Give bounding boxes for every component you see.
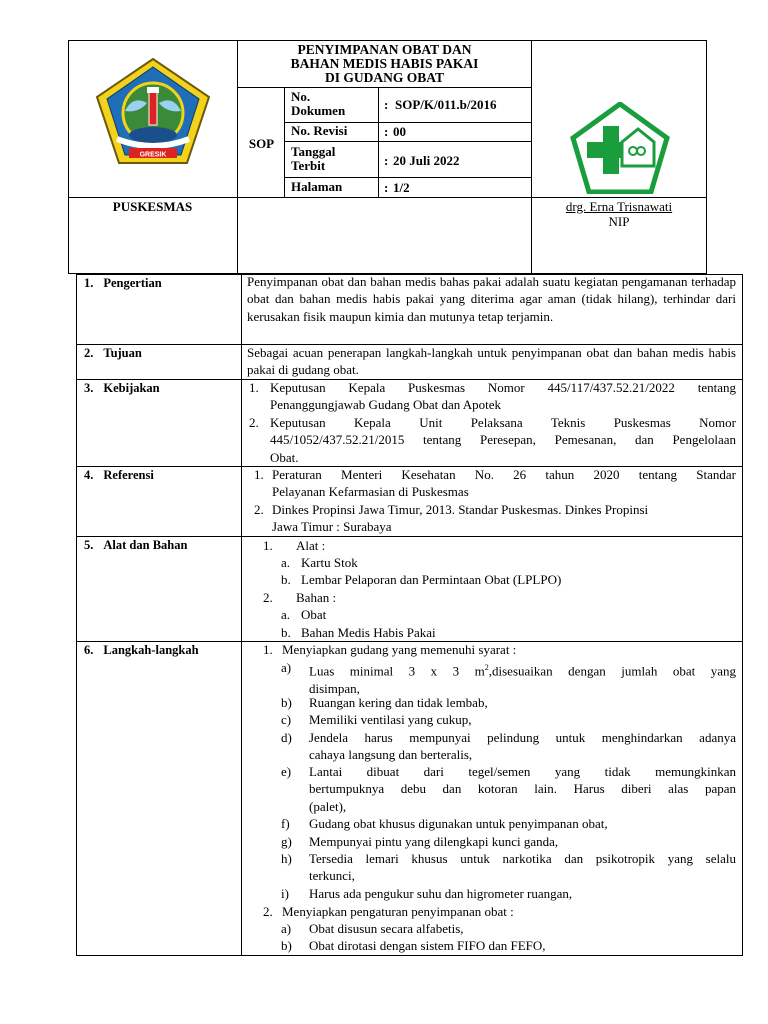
referensi-num-1: 1. (254, 467, 264, 482)
section-1-text: Penyimpanan obat dan bahan medis bahas pakai adalah suatu kegiatan pengamanan terhadap obat dan bahan medis habis pakai yang diterima agar aman (tidak hilang), terhindar dari kerusakan fisik maupun kimia dan mutunya tetap terjamin. (247, 274, 736, 324)
alat-item-a: Kartu Stok (301, 555, 358, 570)
title-line-2: BAHAN MEDIS HABIS PAKAI (290, 56, 479, 71)
step-1-item-d: Jendela harus mempunyai pelindung untuk menghindarkan adanya cahaya langsung dan berteralis, (309, 730, 736, 763)
kebijakan-num-2: 2. (249, 415, 259, 430)
step-1-item-b: Ruangan kering dan tidak lembab, (309, 695, 488, 710)
section-6-label: 6. Langkah-langkah (84, 643, 199, 657)
step-1-text: Menyiapkan gudang yang memenuhi syarat : (282, 642, 517, 657)
bahan-num: 2. (263, 590, 273, 605)
kebijakan-item-1: Keputusan Kepala Puskesmas Nomor 445/117/437.52.21/2022 tentang Penanggungjawab Gudang Obat dan Apotek (270, 380, 736, 413)
section-5-label: 5. Alat dan Bahan (84, 538, 188, 552)
puskesmas-label: PUSKESMAS (112, 199, 193, 214)
meta-label-halaman: Halaman (291, 179, 343, 194)
meta-label-revisi: No. Revisi (291, 123, 348, 138)
step-1-item-a-num: a) (281, 660, 292, 675)
bahan-item-a: Obat (301, 607, 327, 622)
section-4-label: 4. Referensi (84, 468, 154, 482)
step-1-item-g-num: g) (281, 834, 292, 849)
step-1-item-f-num: f) (281, 816, 290, 831)
document-title (238, 43, 531, 85)
referensi-item-1: Peraturan Menteri Kesehatan No. 26 tahun 2020 tentang Standar Pelayanan Kefarmasian di Puskesmas (272, 467, 736, 500)
section-2-text: Sebagai acuan penerapan langkah-langkah untuk penyimpanan obat dan bahan medis habis pakai di gudang obat. (247, 345, 736, 378)
meta-sep-tanggal: : (384, 153, 389, 168)
alat-item-b: Lembar Pelaporan dan Permintaan Obat (LPLPO) (301, 572, 562, 587)
signatory-block (531, 199, 707, 229)
step-1-item-e: Lantai dibuat dari tegel/semen yang tidak memungkinkan bertumpuknya debu dan kotoran lain. Harus diberi alas papan (palet), (309, 764, 736, 814)
meta-sep-dokumen: : (384, 97, 389, 112)
bahan-item-b: Bahan Medis Habis Pakai (301, 625, 436, 640)
section-3-label: 3. Kebijakan (84, 381, 160, 395)
step-1-item-d-num: d) (281, 730, 292, 745)
step-1-item-f: Gudang obat khusus digunakan untuk penyimpanan obat, (309, 816, 608, 831)
meta-label-dokumen: No. Dokumen (291, 89, 346, 118)
alat-item-b-num: b. (281, 572, 291, 587)
meta-label-tanggal: Tanggal Terbit (291, 144, 336, 173)
sop-label: SOP (248, 136, 275, 151)
step-2-item-a: Obat disusun secara alfabetis, (309, 921, 464, 936)
bahan-item-a-num: a. (281, 607, 291, 622)
meta-value-dokumen: SOP/K/011.b/2016 (395, 97, 497, 112)
gresik-logo (95, 57, 211, 165)
signatory-nip: NIP (608, 214, 630, 229)
referensi-num-2: 2. (254, 502, 264, 517)
step-1-item-i-num: i) (281, 886, 289, 901)
step-1-item-c: Memiliki ventilasi yang cukup, (309, 712, 472, 727)
title-line-3: DI GUDANG OBAT (324, 70, 444, 85)
title-line-1: PENYIMPANAN OBAT DAN (297, 42, 472, 57)
alat-label: Alat : (296, 538, 326, 553)
alat-item-a-num: a. (281, 555, 291, 570)
puskesmas-logo (570, 102, 670, 194)
step-2-item-b: Obat dirotasi dengan sistem FIFO dan FEFO, (309, 938, 546, 953)
meta-sep-halaman: : (384, 180, 389, 195)
signatory-name: drg. Erna Trisnawati (565, 199, 673, 214)
meta-value-revisi: 00 (393, 124, 406, 139)
step-1-item-h: Tersedia lemari khusus untuk narkotika dan psikotropik yang selalu terkunci, (309, 851, 736, 884)
meta-sep-revisi: : (384, 124, 389, 139)
step-1-item-e-num: e) (281, 764, 292, 779)
kebijakan-num-1: 1. (249, 380, 259, 395)
alat-num: 1. (263, 538, 273, 553)
step-2-item-a-num: a) (281, 921, 292, 936)
bahan-item-b-num: b. (281, 625, 291, 640)
step-1-item-a: Luas minimal 3 x 3 $m^2,disesuaikan$ dengan jumlah obat yang disimpan, (309, 663, 736, 696)
step-1-num: 1. (263, 642, 273, 657)
step-1-item-b-num: b) (281, 695, 292, 710)
header-block (68, 40, 707, 274)
section-1-label: 1. Pengertian (84, 276, 162, 290)
step-1-item-h-num: h) (281, 851, 292, 866)
bahan-label: Bahan : (296, 590, 337, 605)
referensi-item-2: Dinkes Propinsi Jawa Timur, 2013. Standar Puskesmas. Dinkes Propinsi Jawa Timur : Surabaya (272, 502, 649, 535)
gresik-logo-text: GRESIK (139, 151, 167, 159)
step-2-text: Menyiapkan pengaturan penyimpanan obat : (282, 904, 514, 919)
step-2-item-b-num: b) (281, 938, 292, 953)
step-1-item-c-num: c) (281, 712, 292, 727)
step-1-item-i: Harus ada pengukur suhu dan higrometer ruangan, (309, 886, 573, 901)
meta-value-tanggal: 20 Juli 2022 (393, 153, 460, 168)
step-1-item-g: Mempunyai pintu yang dilengkapi kunci ganda, (309, 834, 559, 849)
kebijakan-item-2: Keputusan Kepala Unit Pelaksana Teknis Puskesmas Nomor 445/1052/437.52.21/2015 tentang Peresepan, Pemesanan, dan Pengelolaan Obat. (270, 415, 736, 465)
section-2-label: 2. Tujuan (84, 346, 142, 360)
step-2-num: 2. (263, 904, 273, 919)
meta-value-halaman: 1/2 (393, 180, 410, 195)
